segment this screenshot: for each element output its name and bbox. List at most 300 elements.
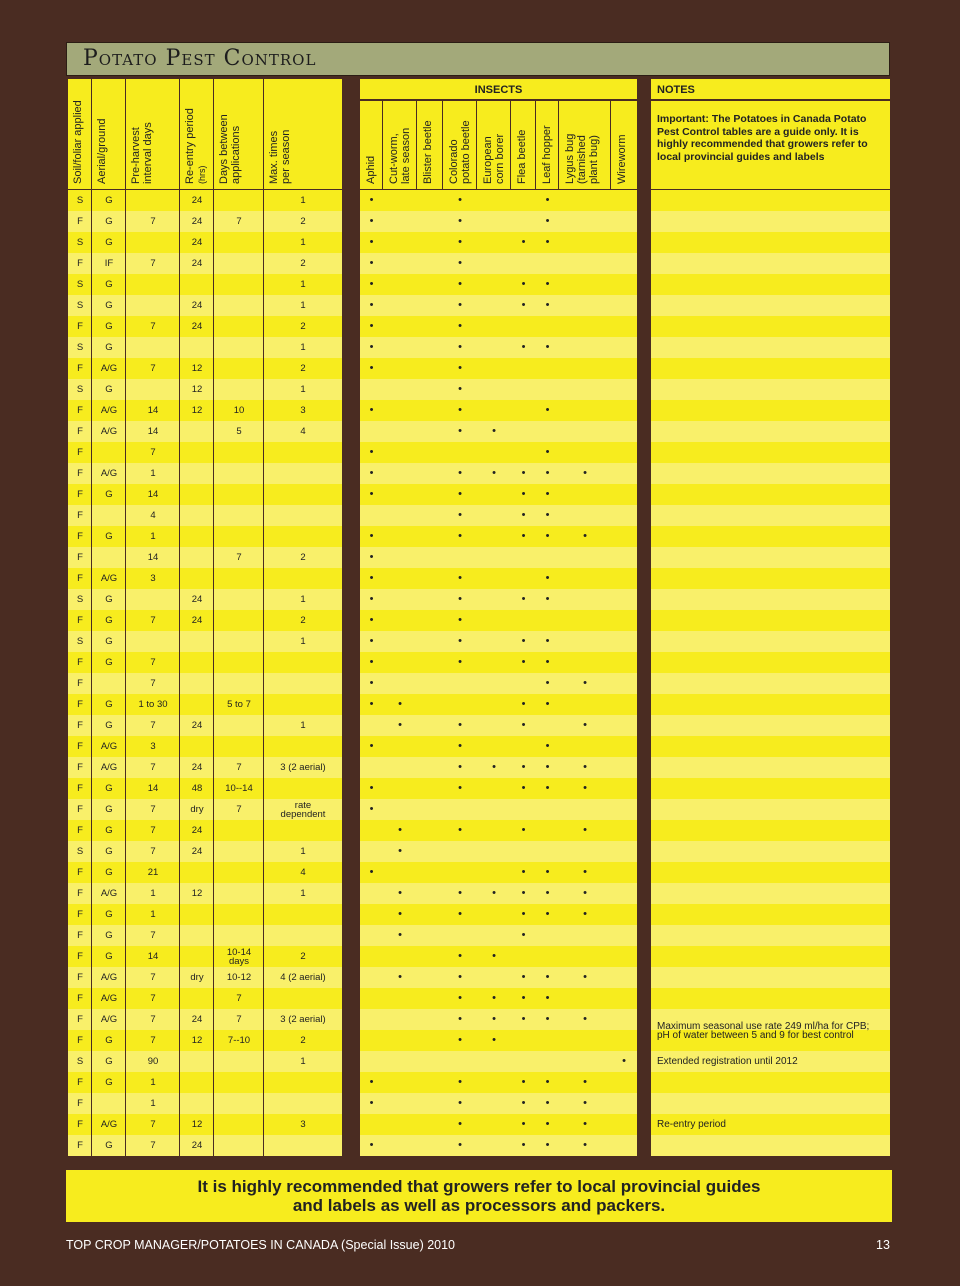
cell-rei: 24 <box>191 216 203 227</box>
insect-mark: • <box>521 698 526 710</box>
cell-aerial: G <box>105 489 113 500</box>
cell-max <box>264 904 342 925</box>
cell-soil: F <box>77 1140 83 1151</box>
insect-row <box>360 463 637 484</box>
insect-mark: • <box>369 593 374 605</box>
insect-mark <box>477 547 511 568</box>
insect-mark <box>477 400 511 421</box>
insect-mark <box>611 841 637 862</box>
note-row <box>651 820 890 841</box>
insect-mark: • <box>521 761 526 773</box>
insect-mark <box>417 253 443 274</box>
cell-max <box>264 442 342 463</box>
cell-max <box>264 505 342 526</box>
cell-phi: 7 <box>150 615 156 626</box>
cell-aerial: G <box>105 783 113 794</box>
insect-mark: • <box>458 257 462 269</box>
insect-mark <box>511 610 536 631</box>
cell-rei <box>180 946 214 967</box>
insect-mark: • <box>369 572 374 584</box>
cell-aerial <box>92 673 126 694</box>
insect-mark: • <box>545 572 550 584</box>
insect-mark: • <box>583 887 587 899</box>
insect-mark <box>477 967 511 988</box>
insect-mark <box>536 610 559 631</box>
insect-row <box>360 337 637 358</box>
insect-mark: • <box>369 1139 374 1151</box>
cell-soil: F <box>77 468 83 479</box>
insect-mark: • <box>458 1097 462 1109</box>
insect-mark <box>611 442 637 463</box>
cell-rei <box>180 505 214 526</box>
insect-mark: • <box>545 677 550 689</box>
table-row <box>68 925 342 946</box>
insect-mark: • <box>458 887 462 899</box>
cell-aerial: G <box>105 342 113 353</box>
insect-mark <box>611 736 637 757</box>
table-row <box>68 715 342 736</box>
cell-max: 2 <box>300 363 306 374</box>
insect-row <box>360 1093 637 1114</box>
insect-header-4: European corn borer <box>482 133 506 184</box>
insect-mark: • <box>545 782 550 794</box>
insect-mark: • <box>369 257 374 269</box>
page-number: 13 <box>876 1238 890 1252</box>
note-row <box>651 988 890 1009</box>
insect-mark <box>536 358 559 379</box>
cell-rei <box>180 1093 214 1114</box>
insect-mark <box>383 190 417 211</box>
cell-rei <box>180 862 214 883</box>
insect-mark <box>511 547 536 568</box>
cell-rei: 24 <box>191 1014 203 1025</box>
cell-days <box>214 253 264 274</box>
note-row <box>651 694 890 715</box>
cell-aerial: G <box>105 657 113 668</box>
cell-max <box>264 673 342 694</box>
insect-mark <box>536 799 559 820</box>
notes-important-body: The Potatoes in Canada Potato Pest Control tables are a guide only. It is highly recommended that growers refer to local provincial guides and labels <box>657 113 868 163</box>
insect-mark <box>417 1114 443 1135</box>
cell-soil: F <box>77 762 83 773</box>
cell-phi: 7 <box>150 993 156 1004</box>
insect-row <box>360 778 637 799</box>
insect-mark <box>383 274 417 295</box>
note-row <box>651 484 890 505</box>
cell-days <box>214 316 264 337</box>
insect-mark <box>611 694 637 715</box>
cell-soil: F <box>77 1098 83 1109</box>
insect-mark: • <box>521 656 526 668</box>
column-separator <box>91 190 92 1156</box>
table-row <box>68 736 342 757</box>
cell-rei <box>180 652 214 673</box>
insect-mark: • <box>458 593 462 605</box>
insect-mark: • <box>521 509 526 521</box>
insect-mark: • <box>521 236 526 248</box>
insect-mark <box>511 1051 536 1072</box>
insect-row <box>360 631 637 652</box>
cell-rei <box>180 421 214 442</box>
insect-mark: • <box>521 866 526 878</box>
insect-row <box>360 799 637 820</box>
cell-max: 2 <box>300 1035 306 1046</box>
note-row <box>651 652 890 673</box>
insect-mark: • <box>458 488 462 500</box>
insect-mark: • <box>369 278 374 290</box>
insect-mark <box>417 211 443 232</box>
insect-mark <box>383 862 417 883</box>
insect-mark: • <box>369 740 374 752</box>
insect-row <box>360 400 637 421</box>
cell-max: 1 <box>300 279 306 290</box>
insect-mark: • <box>545 992 550 1004</box>
insect-mark: • <box>545 299 550 311</box>
insect-mark <box>559 610 611 631</box>
insect-mark <box>417 358 443 379</box>
cell-rei: 24 <box>191 762 203 773</box>
table-row <box>68 442 342 463</box>
table-row <box>68 505 342 526</box>
insect-mark: • <box>369 320 374 332</box>
cell-days <box>214 631 264 652</box>
insect-mark <box>360 946 383 967</box>
insect-mark <box>383 1051 417 1072</box>
insect-mark <box>383 232 417 253</box>
insect-mark: • <box>583 1013 587 1025</box>
cell-soil: S <box>76 195 84 206</box>
insect-mark <box>360 379 383 400</box>
insect-mark: • <box>545 1118 550 1130</box>
insect-header-7: Lygus bug (tarnished plant bug) <box>564 133 600 184</box>
cell-soil: F <box>77 531 83 542</box>
insect-mark <box>611 379 637 400</box>
insect-mark <box>360 715 383 736</box>
cell-aerial: G <box>105 594 113 605</box>
insect-mark: • <box>545 635 550 647</box>
insect-mark: • <box>458 467 462 479</box>
insect-mark <box>477 1051 511 1072</box>
cell-soil: F <box>77 951 83 962</box>
insect-mark: • <box>369 362 374 374</box>
cell-rei <box>180 442 214 463</box>
insect-mark <box>559 799 611 820</box>
insect-mark: • <box>458 635 462 647</box>
table-row <box>68 778 342 799</box>
insect-mark: • <box>492 950 496 962</box>
cell-rei: 12 <box>191 405 203 416</box>
insect-mark: • <box>521 467 526 479</box>
cell-days <box>214 862 264 883</box>
column-header-days: Days between applications <box>218 114 242 184</box>
insect-mark: • <box>458 1013 462 1025</box>
title-bar <box>66 42 890 76</box>
insect-mark <box>417 778 443 799</box>
insect-mark <box>417 484 443 505</box>
insect-row <box>360 190 637 211</box>
insect-mark <box>611 778 637 799</box>
cell-soil: F <box>77 258 83 269</box>
cell-days <box>214 1051 264 1072</box>
note-row <box>651 757 890 778</box>
cell-soil: S <box>76 384 84 395</box>
cell-max <box>264 988 342 1009</box>
insect-mark: • <box>458 383 462 395</box>
cell-rei <box>180 736 214 757</box>
insect-row <box>360 568 637 589</box>
insect-mark <box>559 1030 611 1051</box>
insect-mark: • <box>583 530 587 542</box>
column-separator <box>263 190 264 1156</box>
insect-mark <box>511 400 536 421</box>
insect-mark: • <box>398 719 402 731</box>
insect-mark <box>559 925 611 946</box>
insect-mark: • <box>521 824 526 836</box>
insect-mark <box>383 1009 417 1030</box>
column-header-aerial: Aerial/ground <box>96 118 108 184</box>
cell-max: 1 <box>300 720 306 731</box>
insect-mark <box>536 820 559 841</box>
note-row <box>651 736 890 757</box>
cell-phi: 14 <box>147 552 159 563</box>
cell-rei: 24 <box>191 258 203 269</box>
insect-mark: • <box>521 1097 526 1109</box>
insect-mark: • <box>583 719 587 731</box>
insect-mark <box>477 925 511 946</box>
cell-aerial: G <box>105 1056 113 1067</box>
note-row <box>651 505 890 526</box>
insect-mark <box>417 967 443 988</box>
note-row <box>651 1093 890 1114</box>
insect-mark: • <box>545 656 550 668</box>
cell-phi <box>126 589 180 610</box>
table-row <box>68 694 342 715</box>
footer-line-1: It is highly recommended that growers refer to local provincial guides <box>197 1177 761 1196</box>
insect-mark <box>417 904 443 925</box>
cell-soil: F <box>77 657 83 668</box>
cell-rei <box>180 337 214 358</box>
insect-row <box>360 589 637 610</box>
insect-mark <box>559 631 611 652</box>
cell-soil: F <box>77 1035 83 1046</box>
cell-soil: F <box>77 783 83 794</box>
insect-mark: • <box>521 488 526 500</box>
cell-phi: 7 <box>150 825 156 836</box>
cell-phi: 3 <box>150 573 156 584</box>
insect-mark <box>417 295 443 316</box>
insect-mark: • <box>545 530 550 542</box>
insect-mark <box>511 1030 536 1051</box>
insect-mark <box>611 988 637 1009</box>
insect-row <box>360 1030 637 1051</box>
insect-mark <box>559 253 611 274</box>
cell-aerial: G <box>105 867 113 878</box>
insect-row <box>360 883 637 904</box>
insect-mark <box>383 442 417 463</box>
table-row <box>68 1030 342 1051</box>
insect-mark <box>417 526 443 547</box>
insect-mark <box>559 505 611 526</box>
insect-mark <box>417 883 443 904</box>
cell-days: 10-14 days <box>226 946 252 967</box>
insect-mark: • <box>521 593 526 605</box>
insect-mark <box>417 610 443 631</box>
insect-mark: • <box>369 698 374 710</box>
cell-phi <box>126 232 180 253</box>
note-row <box>651 862 890 883</box>
insect-mark <box>443 841 477 862</box>
cell-aerial: G <box>105 615 113 626</box>
insect-row <box>360 442 637 463</box>
cell-aerial: G <box>105 636 113 647</box>
cell-days <box>214 190 264 211</box>
insect-mark <box>511 316 536 337</box>
insect-mark <box>611 1135 637 1156</box>
cell-soil: F <box>77 405 83 416</box>
cell-aerial: G <box>105 1035 113 1046</box>
cell-rei: 12 <box>191 1035 203 1046</box>
insect-mark <box>443 1051 477 1072</box>
note-row <box>651 232 890 253</box>
cell-days: 10 <box>233 405 245 416</box>
cell-max <box>264 736 342 757</box>
cell-max: 4 <box>300 426 306 437</box>
insect-mark <box>417 715 443 736</box>
note-row <box>651 526 890 547</box>
insect-mark <box>511 421 536 442</box>
insect-row <box>360 1114 637 1135</box>
insect-mark: • <box>398 908 402 920</box>
insect-mark <box>360 925 383 946</box>
cell-max: 3 (2 aerial) <box>280 762 326 773</box>
insect-row <box>360 379 637 400</box>
insect-mark <box>360 841 383 862</box>
cell-phi: 14 <box>147 426 159 437</box>
insect-mark <box>383 337 417 358</box>
insect-mark <box>559 316 611 337</box>
insect-row <box>360 736 637 757</box>
table-row <box>68 190 342 211</box>
insect-mark: • <box>521 929 526 941</box>
insect-mark <box>536 715 559 736</box>
insect-header-0: Aphid <box>365 155 377 184</box>
cell-days <box>214 925 264 946</box>
note-row <box>651 463 890 484</box>
cell-phi: 7 <box>150 762 156 773</box>
insect-row <box>360 715 637 736</box>
insect-header-8: Wireworm <box>616 134 628 184</box>
table-row <box>68 589 342 610</box>
insect-mark <box>383 379 417 400</box>
insect-mark: • <box>583 824 587 836</box>
cell-days: 10--14 <box>225 783 253 794</box>
cell-aerial: A/G <box>100 1014 118 1025</box>
insect-mark <box>360 988 383 1009</box>
cell-soil: S <box>76 279 84 290</box>
cell-aerial: A/G <box>100 363 118 374</box>
insect-row <box>360 967 637 988</box>
cell-days <box>214 736 264 757</box>
insect-mark: • <box>545 887 550 899</box>
cell-aerial: G <box>105 1077 113 1088</box>
cell-soil: S <box>76 636 84 647</box>
insect-mark: • <box>369 299 374 311</box>
cell-phi: 7 <box>150 930 156 941</box>
cell-phi: 7 <box>150 258 156 269</box>
insect-mark: • <box>458 236 462 248</box>
insect-mark <box>559 652 611 673</box>
cell-phi: 1 to 30 <box>138 699 168 710</box>
cell-phi: 7 <box>150 1014 156 1025</box>
insect-mark <box>417 232 443 253</box>
insect-mark <box>417 1093 443 1114</box>
row-note: Extended registration until 2012 <box>657 1056 798 1067</box>
insect-mark: • <box>521 719 526 731</box>
insect-mark <box>477 673 511 694</box>
insect-mark: • <box>458 362 462 374</box>
insect-mark <box>611 1114 637 1135</box>
insect-mark <box>611 568 637 589</box>
insect-row <box>360 1072 637 1093</box>
note-row <box>651 337 890 358</box>
insect-header-5: Flea beetle <box>516 129 528 184</box>
note-row <box>651 295 890 316</box>
cell-rei: 24 <box>191 300 203 311</box>
cell-aerial <box>92 442 126 463</box>
insect-mark <box>611 967 637 988</box>
cell-rei: dry <box>190 972 204 983</box>
insect-mark: • <box>492 761 496 773</box>
note-row <box>651 925 890 946</box>
cell-days <box>214 904 264 925</box>
cell-aerial: G <box>105 804 113 815</box>
insect-mark <box>477 253 511 274</box>
insect-mark: • <box>458 278 462 290</box>
cell-phi: 1 <box>150 1098 156 1109</box>
insect-mark: • <box>458 824 462 836</box>
cell-aerial: A/G <box>100 972 118 983</box>
insect-mark <box>417 505 443 526</box>
insect-mark: • <box>545 971 550 983</box>
cell-phi: 1 <box>150 909 156 920</box>
note-row <box>651 1072 890 1093</box>
insect-mark: • <box>521 971 526 983</box>
cell-aerial: A/G <box>100 762 118 773</box>
note-row <box>651 1021 890 1051</box>
insect-mark <box>383 1093 417 1114</box>
insect-mark: • <box>369 530 374 542</box>
insect-mark: • <box>583 677 587 689</box>
insect-mark <box>417 1051 443 1072</box>
insect-mark <box>417 400 443 421</box>
cell-soil: F <box>77 216 83 227</box>
insect-mark <box>383 253 417 274</box>
insect-row <box>360 295 637 316</box>
insect-mark <box>611 883 637 904</box>
insect-mark: • <box>369 866 374 878</box>
cell-soil: F <box>77 804 83 815</box>
cell-phi: 14 <box>147 783 159 794</box>
cell-max <box>264 694 342 715</box>
cell-aerial <box>92 547 126 568</box>
cell-phi <box>126 190 180 211</box>
insect-mark: • <box>521 1118 526 1130</box>
cell-phi: 7 <box>150 678 156 689</box>
insect-mark: • <box>545 488 550 500</box>
table-row <box>68 526 342 547</box>
cell-rei <box>180 1072 214 1093</box>
insect-mark <box>383 568 417 589</box>
